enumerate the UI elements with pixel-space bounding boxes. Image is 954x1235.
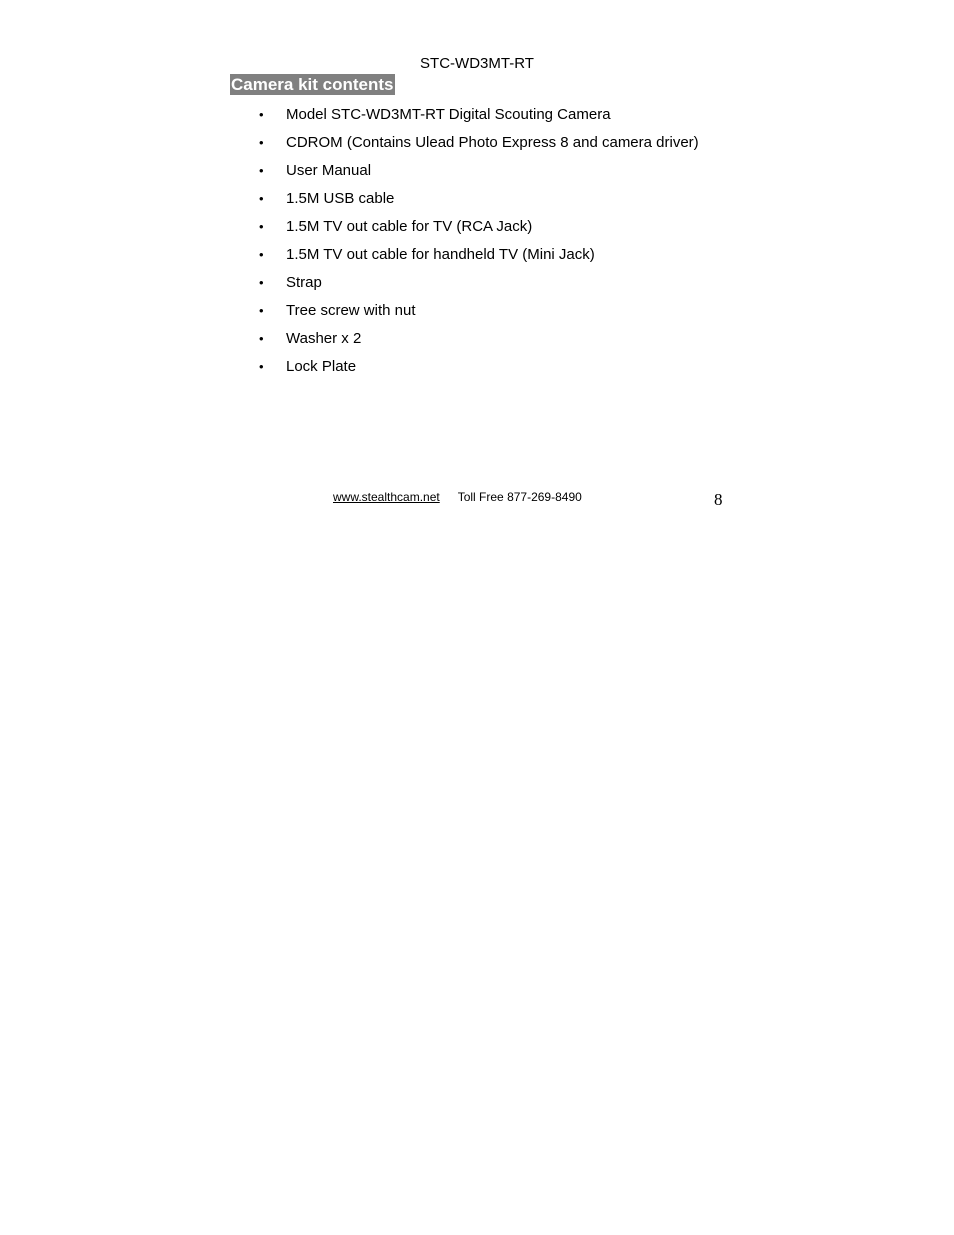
list-item [256, 356, 699, 384]
list-item-text: Tree screw with nut [286, 302, 416, 319]
list-item [256, 104, 699, 132]
bullet-icon: • [259, 303, 264, 318]
list-item-text: 1.5M TV out cable for TV (RCA Jack) [286, 218, 533, 235]
list-item-text: Strap [286, 274, 322, 291]
list-item [256, 132, 699, 160]
bullet-icon: • [259, 163, 264, 178]
kit-contents-list [256, 104, 699, 384]
page-number: 8 [714, 490, 723, 509]
list-item [256, 272, 699, 300]
bullet-icon: • [259, 135, 264, 150]
list-item-text: Lock Plate [286, 358, 357, 375]
list-item-text: 1.5M USB cable [286, 190, 395, 207]
bullet-icon: • [259, 247, 264, 262]
list-item-text: Model STC-WD3MT-RT Digital Scouting Camera [286, 106, 611, 123]
list-item [256, 244, 699, 272]
page-footer [333, 489, 582, 505]
bullet-icon: • [259, 191, 264, 206]
list-item-text: Washer x 2 [286, 330, 362, 347]
bullet-icon: • [259, 275, 264, 290]
bullet-icon: • [259, 219, 264, 234]
header-model-name: STC-WD3MT-RT [420, 55, 534, 72]
list-item [256, 328, 699, 356]
list-item-text: CDROM (Contains Ulead Photo Express 8 and camera driver) [286, 134, 699, 151]
bullet-icon: • [259, 331, 264, 346]
website-link[interactable]: www.stealthcam.net [333, 490, 440, 504]
list-item-text: 1.5M TV out cable for handheld TV (Mini Jack) [286, 246, 595, 263]
list-item [256, 188, 699, 216]
bullet-icon: • [259, 359, 264, 374]
section-title: Camera kit contents [231, 75, 394, 94]
toll-free-number: Toll Free 877-269-8490 [457, 490, 582, 504]
list-item-text: User Manual [286, 162, 372, 179]
list-item [256, 300, 699, 328]
list-item [256, 216, 699, 244]
bullet-icon: • [259, 107, 264, 122]
list-item [256, 160, 699, 188]
